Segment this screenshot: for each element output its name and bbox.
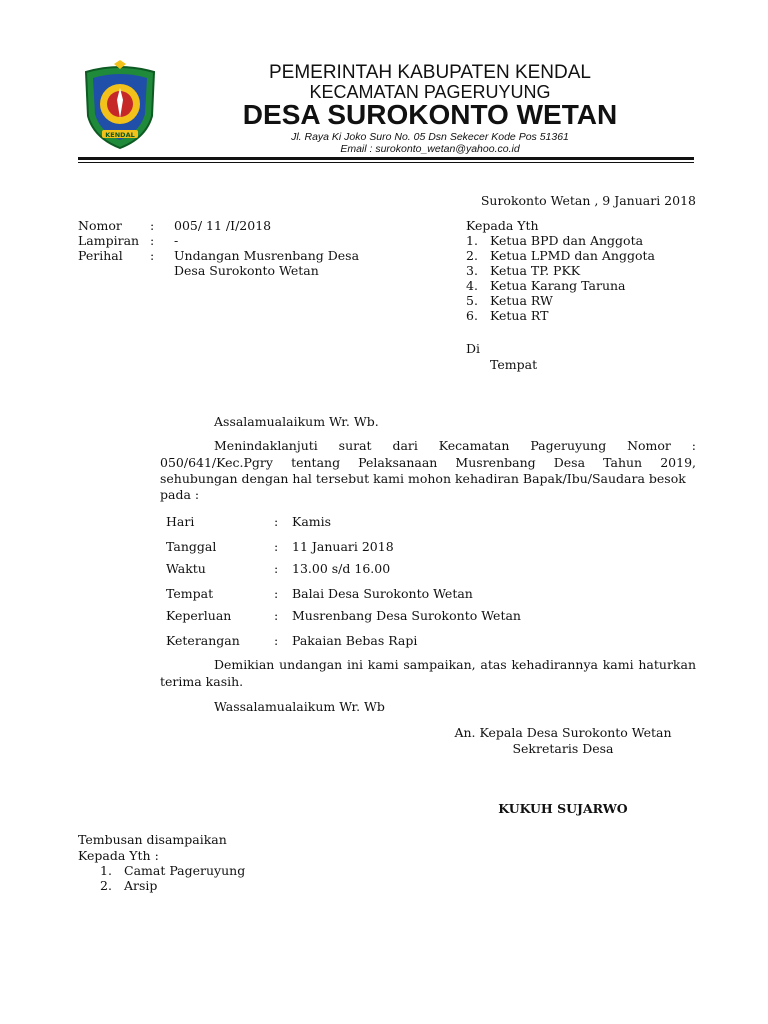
signature-name: KUKUH SUJARWO: [498, 801, 628, 816]
recipient-di: Di: [466, 341, 481, 356]
meta-value-cont: Desa Surokonto Wetan: [174, 263, 319, 278]
cc-heading: Tembusan disampaikan: [78, 832, 227, 847]
closing-line1: Demikian undangan ini kami sampaikan, atas kehadirannya kami haturkan: [214, 657, 696, 672]
meta-colon: :: [150, 248, 155, 263]
meta-row-lampiran: [78, 233, 408, 248]
place-date: Surokonto Wetan , 9 Januari 2018: [480, 193, 696, 208]
detail-row-tanggal: Tanggal : 11 Januari 2018: [166, 539, 394, 554]
signature-title: An. Kepala Desa Surokonto Wetan: [454, 725, 672, 740]
meta-colon: :: [150, 233, 155, 248]
letter-meta: [78, 218, 408, 278]
greeting: Assalamualaikum Wr. Wb.: [214, 414, 379, 429]
list-item: 3. Ketua TP. PKK: [466, 263, 581, 278]
kendal-regency-logo: [80, 60, 160, 152]
meta-row-perihal: [78, 248, 408, 263]
para1-line2: 050/641/Kec.Pgry tentang Pelaksanaan Musrenbang Desa Tahun 2019,: [160, 455, 696, 470]
closing-line2: terima kasih.: [160, 674, 244, 689]
signature-position: Sekretaris Desa: [512, 741, 614, 756]
list-item: 2. Arsip: [100, 878, 158, 893]
salam: Wassalamualaikum Wr. Wb: [214, 699, 385, 714]
meta-value: -: [174, 233, 179, 248]
recipient-list: [466, 233, 696, 323]
letterhead-email: Email : surokonto_wetan@yahoo.co.id: [340, 143, 520, 155]
recipient-tempat: Tempat: [490, 357, 538, 372]
para1-line1: Menindaklanjuti surat dari Kecamatan Pageruyung Nomor :: [214, 438, 696, 453]
letterhead-rule-thick: [78, 157, 694, 160]
detail-row-waktu: Waktu : 13.00 s/d 16.00: [166, 561, 391, 576]
meta-row-perihal-cont: [78, 263, 408, 278]
para1-line4: pada :: [160, 487, 200, 502]
detail-row-keterangan: Keterangan : Pakaian Bebas Rapi: [166, 633, 418, 648]
list-item: 6. Ketua RT: [466, 308, 549, 323]
meta-key: Perihal: [78, 248, 123, 263]
letterhead-village: DESA SUROKONTO WETAN: [242, 99, 618, 130]
cc-list: [100, 863, 245, 893]
letterhead-government: PEMERINTAH KABUPATEN KENDAL: [268, 62, 591, 83]
meta-value: Undangan Musrenbang Desa: [174, 248, 360, 263]
cc-kepada: Kepada Yth :: [78, 848, 159, 863]
meta-colon: :: [150, 218, 155, 233]
meta-row-nomor: [78, 218, 408, 233]
list-item: 4. Ketua Karang Taruna: [466, 278, 626, 293]
svg-text:KENDAL: KENDAL: [105, 131, 135, 139]
list-item: 1. Ketua BPD dan Anggota: [466, 233, 644, 248]
list-item: 5. Ketua RW: [466, 293, 553, 308]
detail-row-tempat: Tempat : Balai Desa Surokonto Wetan: [166, 586, 473, 601]
detail-row-keperluan: Keperluan : Musrenbang Desa Surokonto Wetan: [166, 608, 521, 623]
meta-key: Lampiran: [78, 233, 140, 248]
recipient-block: [466, 218, 696, 323]
list-item: 2. Ketua LPMD dan Anggota: [466, 248, 655, 263]
detail-row-hari: Hari : Kamis: [166, 514, 332, 529]
letterhead-rule-thin: [78, 162, 694, 163]
list-item: 1. Camat Pageruyung: [100, 863, 246, 878]
letterhead-district: KECAMATAN PAGERUYUNG: [309, 82, 551, 102]
para1-line3: sehubungan dengan hal tersebut kami mohon kehadiran Bapak/Ibu/Saudara besok: [160, 471, 686, 486]
meta-value: 005/ 11 /I/2018: [174, 218, 272, 233]
letterhead-address: Jl. Raya Ki Joko Suro No. 05 Dsn Sekecer Kode Pos 51361: [291, 131, 569, 143]
recipient-heading: Kepada Yth: [466, 218, 539, 233]
meta-key: Nomor: [78, 218, 122, 233]
